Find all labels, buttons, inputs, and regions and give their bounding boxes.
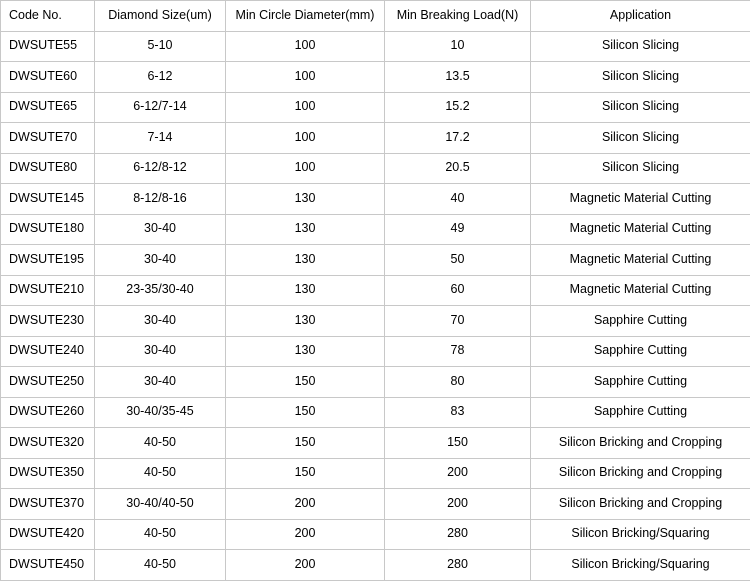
cell-code-no: DWSUTE70 xyxy=(1,123,95,154)
cell-diamond-size: 30-40/40-50 xyxy=(95,489,226,520)
cell-application: Silicon Slicing xyxy=(531,62,750,93)
cell-diamond-size: 30-40/35-45 xyxy=(95,397,226,428)
cell-application: Magnetic Material Cutting xyxy=(531,245,750,276)
cell-diamond-size: 40-50 xyxy=(95,519,226,550)
cell-min-circle-diameter: 200 xyxy=(226,519,385,550)
cell-application: Silicon Slicing xyxy=(531,92,750,123)
cell-min-breaking-load: 78 xyxy=(385,336,531,367)
cell-min-circle-diameter: 100 xyxy=(226,153,385,184)
cell-code-no: DWSUTE145 xyxy=(1,184,95,215)
cell-diamond-size: 30-40 xyxy=(95,245,226,276)
cell-code-no: DWSUTE450 xyxy=(1,550,95,581)
table-row xyxy=(1,123,750,154)
table-row xyxy=(1,336,750,367)
cell-application: Silicon Slicing xyxy=(531,123,750,154)
table-row xyxy=(1,275,750,306)
cell-min-circle-diameter: 100 xyxy=(226,31,385,62)
cell-application: Sapphire Cutting xyxy=(531,367,750,398)
table-row xyxy=(1,31,750,62)
cell-diamond-size: 40-50 xyxy=(95,428,226,459)
cell-diamond-size: 23-35/30-40 xyxy=(95,275,226,306)
cell-min-breaking-load: 83 xyxy=(385,397,531,428)
cell-diamond-size: 7-14 xyxy=(95,123,226,154)
cell-min-breaking-load: 200 xyxy=(385,458,531,489)
cell-diamond-size: 40-50 xyxy=(95,550,226,581)
cell-code-no: DWSUTE320 xyxy=(1,428,95,459)
cell-code-no: DWSUTE180 xyxy=(1,214,95,245)
cell-code-no: DWSUTE60 xyxy=(1,62,95,93)
cell-min-circle-diameter: 130 xyxy=(226,245,385,276)
cell-min-circle-diameter: 200 xyxy=(226,489,385,520)
cell-min-circle-diameter: 130 xyxy=(226,275,385,306)
cell-code-no: DWSUTE420 xyxy=(1,519,95,550)
column-header-diamond-size: Diamond Size(um) xyxy=(95,1,226,32)
cell-code-no: DWSUTE250 xyxy=(1,367,95,398)
cell-min-breaking-load: 40 xyxy=(385,184,531,215)
cell-application: Silicon Bricking and Cropping xyxy=(531,489,750,520)
table-row xyxy=(1,550,750,581)
column-header-min-circle-diameter: Min Circle Diameter(mm) xyxy=(226,1,385,32)
table-row xyxy=(1,92,750,123)
cell-application: Silicon Slicing xyxy=(531,31,750,62)
cell-min-breaking-load: 280 xyxy=(385,550,531,581)
cell-diamond-size: 6-12/8-12 xyxy=(95,153,226,184)
cell-diamond-size: 30-40 xyxy=(95,336,226,367)
column-header-application: Application xyxy=(531,1,750,32)
table-row xyxy=(1,245,750,276)
cell-min-circle-diameter: 130 xyxy=(226,214,385,245)
cell-diamond-size: 40-50 xyxy=(95,458,226,489)
cell-code-no: DWSUTE80 xyxy=(1,153,95,184)
cell-application: Magnetic Material Cutting xyxy=(531,214,750,245)
cell-min-circle-diameter: 150 xyxy=(226,367,385,398)
cell-code-no: DWSUTE370 xyxy=(1,489,95,520)
table-row xyxy=(1,397,750,428)
cell-application: Sapphire Cutting xyxy=(531,306,750,337)
table-row xyxy=(1,184,750,215)
table-row xyxy=(1,306,750,337)
cell-min-breaking-load: 150 xyxy=(385,428,531,459)
cell-diamond-size: 8-12/8-16 xyxy=(95,184,226,215)
cell-diamond-size: 6-12 xyxy=(95,62,226,93)
table-row xyxy=(1,153,750,184)
table-row xyxy=(1,458,750,489)
cell-code-no: DWSUTE65 xyxy=(1,92,95,123)
cell-application: Sapphire Cutting xyxy=(531,336,750,367)
table-row xyxy=(1,428,750,459)
cell-min-breaking-load: 280 xyxy=(385,519,531,550)
cell-min-circle-diameter: 100 xyxy=(226,123,385,154)
cell-diamond-size: 30-40 xyxy=(95,367,226,398)
cell-min-circle-diameter: 130 xyxy=(226,184,385,215)
cell-min-breaking-load: 70 xyxy=(385,306,531,337)
cell-application: Silicon Bricking and Cropping xyxy=(531,458,750,489)
table-body xyxy=(1,31,750,580)
column-header-code-no: Code No. xyxy=(1,1,95,32)
cell-application: Sapphire Cutting xyxy=(531,397,750,428)
column-header-min-breaking-load: Min Breaking Load(N) xyxy=(385,1,531,32)
cell-min-breaking-load: 20.5 xyxy=(385,153,531,184)
cell-min-circle-diameter: 100 xyxy=(226,62,385,93)
cell-min-breaking-load: 13.5 xyxy=(385,62,531,93)
cell-min-circle-diameter: 150 xyxy=(226,428,385,459)
table-header-row xyxy=(1,1,750,32)
cell-diamond-size: 30-40 xyxy=(95,214,226,245)
cell-min-breaking-load: 10 xyxy=(385,31,531,62)
cell-code-no: DWSUTE210 xyxy=(1,275,95,306)
cell-min-circle-diameter: 150 xyxy=(226,397,385,428)
cell-min-circle-diameter: 150 xyxy=(226,458,385,489)
cell-min-breaking-load: 200 xyxy=(385,489,531,520)
cell-code-no: DWSUTE260 xyxy=(1,397,95,428)
cell-min-circle-diameter: 130 xyxy=(226,306,385,337)
cell-min-circle-diameter: 100 xyxy=(226,92,385,123)
cell-min-breaking-load: 17.2 xyxy=(385,123,531,154)
cell-min-breaking-load: 49 xyxy=(385,214,531,245)
cell-application: Magnetic Material Cutting xyxy=(531,275,750,306)
table-row xyxy=(1,214,750,245)
cell-min-circle-diameter: 200 xyxy=(226,550,385,581)
cell-diamond-size: 5-10 xyxy=(95,31,226,62)
table-row xyxy=(1,367,750,398)
cell-diamond-size: 30-40 xyxy=(95,306,226,337)
cell-application: Silicon Bricking/Squaring xyxy=(531,550,750,581)
cell-min-breaking-load: 80 xyxy=(385,367,531,398)
cell-min-breaking-load: 50 xyxy=(385,245,531,276)
cell-code-no: DWSUTE240 xyxy=(1,336,95,367)
table-row xyxy=(1,489,750,520)
cell-min-circle-diameter: 130 xyxy=(226,336,385,367)
table-row xyxy=(1,62,750,93)
cell-min-breaking-load: 15.2 xyxy=(385,92,531,123)
table-row xyxy=(1,519,750,550)
cell-application: Silicon Slicing xyxy=(531,153,750,184)
cell-application: Magnetic Material Cutting xyxy=(531,184,750,215)
cell-code-no: DWSUTE350 xyxy=(1,458,95,489)
cell-diamond-size: 6-12/7-14 xyxy=(95,92,226,123)
cell-code-no: DWSUTE55 xyxy=(1,31,95,62)
cell-application: Silicon Bricking and Cropping xyxy=(531,428,750,459)
cell-min-breaking-load: 60 xyxy=(385,275,531,306)
table-header xyxy=(1,1,750,32)
cell-code-no: DWSUTE195 xyxy=(1,245,95,276)
cell-application: Silicon Bricking/Squaring xyxy=(531,519,750,550)
cell-code-no: DWSUTE230 xyxy=(1,306,95,337)
